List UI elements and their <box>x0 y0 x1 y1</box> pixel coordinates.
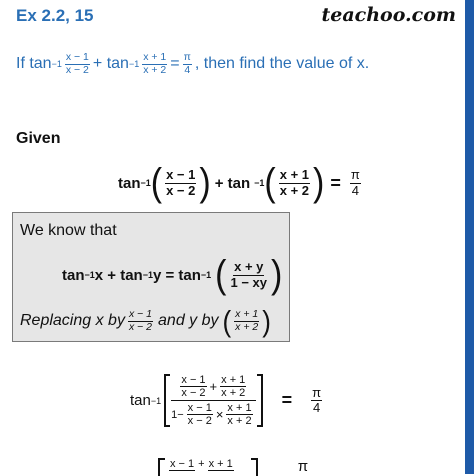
step-denominator: 1− $\frac{x - 1}{x - 2}$ × $\frac{x + 1}{x + 2}$ <box>171 402 252 428</box>
question-plus-tan: + tan <box>92 55 129 73</box>
given-fraction-1: $\frac{x - 1}{x - 2}$ <box>166 167 196 198</box>
step-numerator: $\frac{x - 1}{x - 2}$ + $\frac{x + 1}{x + 2}$ <box>181 374 246 400</box>
question-pi-over-4: $\frac{\pi}{4}$ <box>183 51 191 76</box>
given-equation: tan −1 ( $\frac{x - 1}{x - 2}$ ) + tan −1 ( $\frac{x + 1}{x + 2}$ ) = $\frac{\pi}{4}$ <box>118 161 360 205</box>
step-bracket <box>164 374 262 427</box>
paren-close: ) <box>199 161 211 205</box>
question-equals: = <box>170 55 180 73</box>
we-know-text: We know that <box>20 222 117 239</box>
right-accent-bar <box>465 0 474 474</box>
replacing-line: Replacing x by $\frac{x - 1}{x - 2}$ and y by ( $\frac{x + 1}{x + 2}$ ) <box>20 303 271 339</box>
exercise-title: Ex 2.2, 15 <box>16 6 94 25</box>
replace-fraction-2: $\frac{x + 1}{x + 2}$ <box>235 307 259 333</box>
identity-fraction: $\frac{x + y}{1 - xy}$ <box>230 259 268 290</box>
question-prefix: If tan <box>16 55 52 73</box>
given-label: Given <box>16 130 61 147</box>
replace-fraction-1: $\frac{x - 1}{x - 2}$ <box>128 307 153 333</box>
question-inverse: −1 <box>51 59 62 70</box>
question-fraction-2: $\frac{x + 1}{x + 2}$ <box>143 51 167 76</box>
identity-formula: tan −1 x + tan −1 y = tan −1 ( $\frac{x + y}{1 - xy}$ ) <box>62 253 283 297</box>
given-fraction-2: $\frac{x + 1}{x + 2}$ <box>279 167 310 198</box>
next-step-partial: x − 1 + x + 1 π <box>158 458 308 476</box>
teachoo-logo: teachoo.com <box>321 4 456 26</box>
question-fraction-1: $\frac{x - 1}{x - 2}$ <box>65 51 89 76</box>
given-pi-over-4: $\frac{\pi}{4}$ <box>350 167 360 198</box>
question-line: If tan −1 $\frac{x - 1}{x - 2}$ + tan −1 $\frac{x + 1}{x + 2}$ = $\frac{\pi}{4}$ , then find the value of x. <box>16 51 370 76</box>
paren-open: ( <box>150 161 163 205</box>
question-suffix: , then find the value of x. <box>194 55 370 73</box>
step-equation: tan −1 $\frac{x - 1}{x - 2}$ + $\frac{x + 1}{x + 2}$ 1− $\frac{x - 1}{x - 2}$ × $\frac{x + 1}{x + 2}$ = $\frac{\pi}{4}$ <box>130 374 322 428</box>
step-pi-over-4: $\frac{\pi}{4}$ <box>312 384 322 416</box>
